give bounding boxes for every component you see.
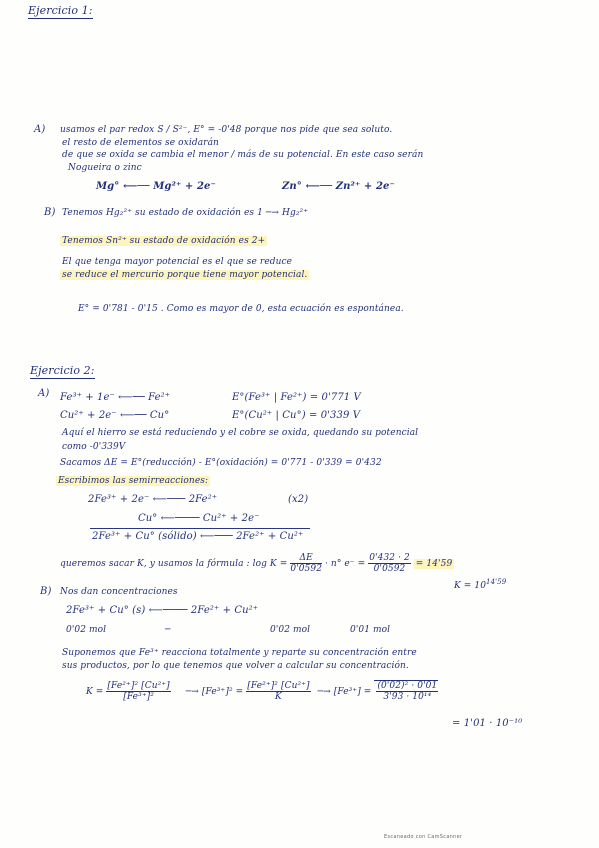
conc-fe2: 0'02 mol [270,625,311,635]
k-log-result: = 14'59 [415,559,453,569]
k-expression [106,681,170,702]
k-expression-label: K = [86,687,104,697]
ex1-b-line-5: E° = 0'781 - 0'15 . Como es mayor de 0, esta ecuación es espontánea. [78,304,404,314]
ex2-b-line-1: Suponemos que Fe³⁺ reacciona totalmente y reparte su concentración entre [62,648,417,658]
k-step-2: ─→ [Fe³⁺]² = [185,687,244,697]
k-step-2-fraction [246,681,310,702]
ex1-a-line-2: el resto de elementos se oxidarán [62,138,219,148]
ex1-a-equation-zn: Zn° ⟵── Zn²⁺ + 2e⁻ [282,181,395,192]
ex1-b-label: B) [44,207,56,218]
k-expression-num: [Fe²⁺]² [Cu²⁺] [107,681,170,691]
ex1-a-line-1: usamos el par redox S / S²⁻, E° = -0'48 porque nos pide que sea soluto. [60,125,393,135]
k-formula-text: queremos sacar K, y usamos la fórmula : log K = [60,559,288,569]
k-formula-line [60,553,454,574]
ex1-b-line-1: Tenemos Hg₂²⁺ su estado de oxidación es 1 ─→ Hg₂²⁺ [62,208,309,218]
exercise-2-title: Ejercicio 2: [30,364,95,377]
ex2-a-equation-cu: Cu²⁺ + 2e⁻ ⟵── Cu° [60,410,170,421]
ex2-a-potential-cu: E°(Cu²⁺ | Cu°) = 0'339 V [232,410,361,421]
exercise-1-title: Ejercicio 1: [28,4,93,17]
ex2-a-line-4: Escribimos las semirreacciones: [58,476,209,486]
ex2-a-line-2: como -0'339V [62,442,126,452]
semireaction-1: 2Fe³⁺ + 2e⁻ ⟵─── 2Fe²⁺ [88,494,218,505]
k-fraction-1-den: 0'0592 [290,564,323,574]
k-final-base: K = 10 [454,581,487,591]
ex2-a-potential-fe: E°(Fe³⁺ | Fe²⁺) = 0'771 V [232,392,361,403]
k-formula-mid: · n° e⁻ = [325,559,366,569]
k-final-value [454,578,506,591]
k-expression-line [86,680,438,702]
k-fraction-1-num: ΔE [290,553,322,564]
conc-cu0: ─ [165,625,171,635]
camscanner-watermark: Escaneado con CamScanner [384,834,463,840]
ex1-b-line-2: Tenemos Sn²⁺ su estado de oxidación es 2+ [62,236,266,246]
k-step-3-num: (0'02)² · 0'01 [377,681,438,691]
global-reaction: 2Fe³⁺ + Cu° (sólido) ⟵─── 2Fe²⁺ + Cu²⁺ [92,531,304,542]
ex1-a-label: A) [34,124,46,135]
ex1-a-line-3: de que se oxida se cambia el menor / más de su potencial. En este caso serán [62,150,424,160]
ex1-b-line-4: se reduce el mercurio porque tiene mayor potencial. [62,270,308,280]
ex2-a-equation-fe: Fe³⁺ + 1e⁻ ⟵── Fe²⁺ [60,392,171,403]
k-fraction-2-den: 0'0592 [373,564,406,574]
sum-rule [90,528,310,529]
ex2-a-label: A) [38,388,50,399]
ex1-b-line-3: El que tenga mayor potencial es el que se reduce [62,257,293,267]
k-final-exponent: 14'59 [486,578,507,586]
conc-cu2: 0'01 mol [350,625,391,635]
k-expression-den: [Fe³⁺]² [123,692,154,702]
semireaction-2: Cu° ⟵──── Cu²⁺ + 2e⁻ [138,513,260,524]
k-fraction-2-num: 0'432 · 2 [369,553,410,563]
k-fraction-1 [290,553,322,574]
conc-fe3: 0'02 mol [66,625,107,635]
k-step-2-num: [Fe²⁺]² [Cu²⁺] [247,681,310,691]
k-step-3-fraction [376,681,438,702]
ex2-b-equation: 2Fe³⁺ + Cu° (s) ⟵──── 2Fe²⁺ + Cu²⁺ [66,605,259,616]
k-fraction-2 [368,553,411,574]
ex2-a-line-1: Aquí el hierro se está reduciendo y el cobre se oxida, quedando su potencial [62,428,419,438]
final-result: = 1'01 · 10⁻¹⁰ [452,718,523,729]
sqrt-expression [374,680,438,702]
ex2-b-label: B) [40,586,52,597]
ex2-b-title: Nos dan concentraciones [60,587,178,597]
k-step-3-den: 3'93 · 10¹⁴ [383,692,432,702]
k-step-2-den: K [275,692,282,702]
ex1-a-equation-mg: Mg° ⟵── Mg²⁺ + 2e⁻ [96,181,216,192]
ex2-b-line-2: sus productos, por lo que tenemos que volver a calcular su concentración. [62,661,409,671]
semireaction-1-multiplier: (x2) [288,494,309,505]
ex2-a-line-3: Sacamos ΔE = E°(reducción) - E°(oxidación) = 0'771 - 0'339 = 0'432 [60,458,382,468]
ex1-a-line-4: Nogueira o zinc [68,163,142,173]
k-step-3: ─→ [Fe³⁺] = [317,687,372,697]
